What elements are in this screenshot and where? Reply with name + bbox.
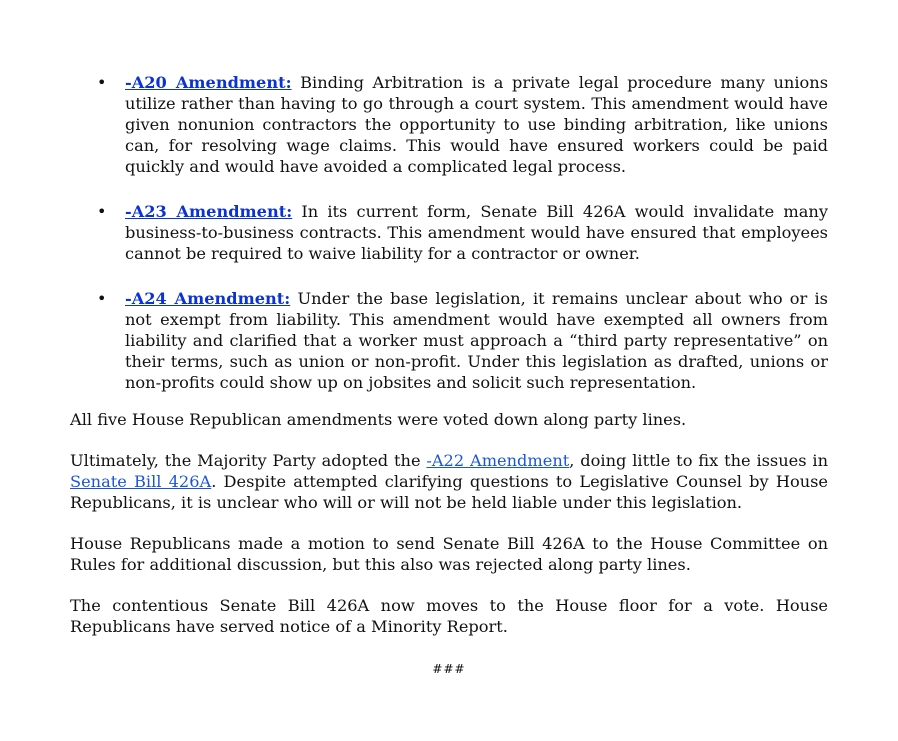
amendment-description: In its current form, Senate Bill 426A would invalidate many business-to-business contracts. This amendment would have ensured that employees cannot be required to waive liability for a contractor or owner.	[125, 202, 829, 263]
floor-paragraph: The contentious Senate Bill 426A now moves to the House floor for a vote. House Republicans have served notice of a Minority Report.	[70, 596, 828, 636]
list-item	[70, 201, 828, 264]
a24-amendment-link[interactable]: -A24 Amendment:	[125, 289, 291, 308]
bullet-icon: •	[97, 202, 107, 221]
a22-amendment-link[interactable]: -A22 Amendment	[426, 451, 570, 470]
votes-paragraph: All five House Republican amendments were voted down along party lines.	[70, 410, 687, 429]
motion-paragraph: House Republicans made a motion to send Senate Bill 426A to the House Committee on Rules for additional discussion, but this also was rejected along party lines.	[70, 534, 828, 574]
a23-amendment-link[interactable]: -A23 Amendment:	[125, 202, 293, 221]
document-body	[70, 72, 828, 680]
a20-amendment-link[interactable]: -A20 Amendment:	[125, 73, 292, 92]
amendment-list	[70, 72, 828, 393]
end-mark: ###	[432, 662, 466, 676]
amendment-description: Under the base legislation, it remains unclear about who or is not exempt from liability. This amendment would have exempted all owners from liability and clarified that a worker must approach a “third party representative” on their terms, such as union or non-profit. Under this legislation as drafted, unions or non-profits could show up on jobsites and solicit such representation.	[125, 289, 828, 392]
paragraph-text: , doing little to fix the issues in	[569, 451, 829, 470]
list-item	[70, 288, 828, 393]
bullet-icon: •	[97, 73, 107, 92]
amendment-description: Binding Arbitration is a private legal procedure many unions utilize rather than having to go through a court system. This amendment would have given nonunion contractors the opportunity to use binding arbitration, like unions can, for resolving wage claims. This would have ensured workers could be paid quickly and would have avoided a complicated legal process.	[125, 73, 828, 176]
paragraph-text: . Despite attempted clarifying questions to Legislative Counsel by House Republicans, it is unclear who will or will not be held liable under this legislation.	[70, 472, 829, 512]
majority-paragraph	[70, 450, 828, 513]
list-item	[70, 72, 828, 177]
paragraph-text: Ultimately, the Majority Party adopted the	[70, 451, 427, 470]
senate-bill-link[interactable]: Senate Bill 426A	[70, 472, 212, 491]
bullet-icon: •	[97, 289, 107, 308]
